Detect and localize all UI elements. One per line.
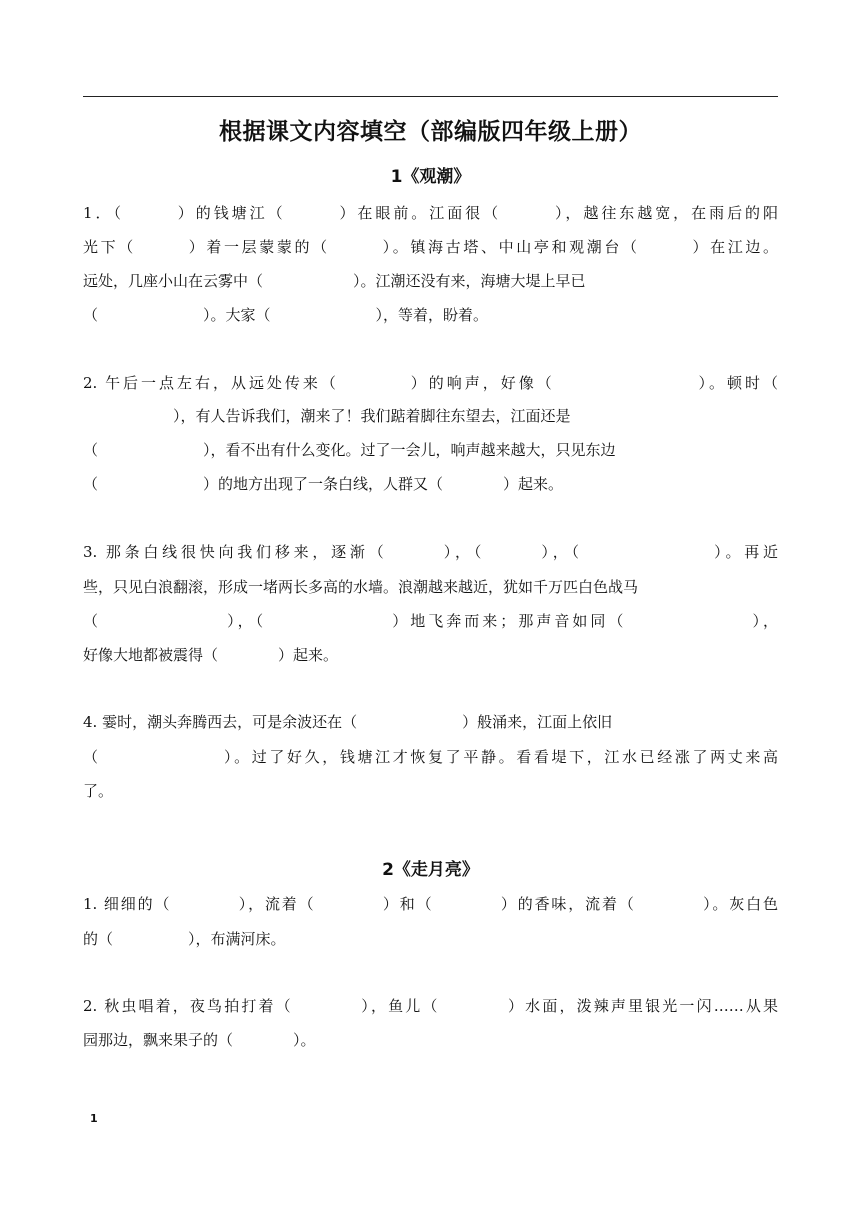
text-line: （ ），（ ）地飞奔而来；那声音如同（ ）， [83, 612, 778, 630]
text-line: 了。 [83, 782, 114, 800]
text-line: 好像大地都被震得（ ）起来。 [83, 646, 339, 664]
text-line: （ ）的地方出现了一条白线，人群又（ ）起来。 [83, 475, 564, 493]
text-line: 1. 细细的（ ），流着（ ）和（ ）的香味，流着（ ）。灰白色 [83, 895, 778, 913]
text-line: 2. 午后一点左右，从远处传来（ ）的响声，好像（ ）。顿时（ [83, 374, 778, 392]
text-line: （ ）。过了好久，钱塘江才恢复了平静。看看堤下，江水已经涨了两丈来高 [83, 748, 778, 766]
text-line: 远处，几座小山在云雾中（ ）。江潮还没有来，海塘大堤上早已 [83, 272, 586, 290]
page-number: 1 [90, 1112, 98, 1125]
document-title: 根据课文内容填空（部编版四年级上册） [219, 119, 642, 145]
text-line: （ ），看不出有什么变化。过了一会儿，响声越来越大，只见东边 [83, 441, 616, 459]
text-line: 4. 霎时，潮头奔腾西去，可是余波还在（ ）般涌来，江面上依旧 [83, 713, 613, 731]
text-line: 些，只见白浪翻滚，形成一堵两长多高的水墙。浪潮越来越近，犹如千万匹白色战马 [83, 578, 639, 596]
section-heading: 1《观潮》 [390, 167, 471, 187]
text-line: 2. 秋虫唱着，夜鸟拍打着（ ），鱼儿（ ）水面，泼辣声里银光一闪……从果 [83, 997, 778, 1015]
section-heading: 2《走月亮》 [382, 860, 479, 880]
text-line: 园那边，飘来果子的（ ）。 [83, 1031, 316, 1049]
text-line: 的（ ），布满河床。 [83, 930, 286, 948]
text-line: 光下（ ）着一层蒙蒙的（ ）。镇海古塔、中山亭和观潮台（ ）在江边。 [83, 238, 778, 256]
text-line: 1．（ ）的钱塘江（ ）在眼前。江面很（ ），越往东越宽，在雨后的阳 [83, 204, 778, 222]
header-rule [83, 96, 778, 97]
text-line: 3. 那条白线很快向我们移来，逐渐（ ），（ ），（ ）。再近 [83, 543, 778, 561]
text-line: ），有人告诉我们，潮来了！我们踮着脚往东望去，江面还是 [83, 407, 571, 425]
text-line: （ ）。大家（ ），等着，盼着。 [83, 306, 489, 324]
